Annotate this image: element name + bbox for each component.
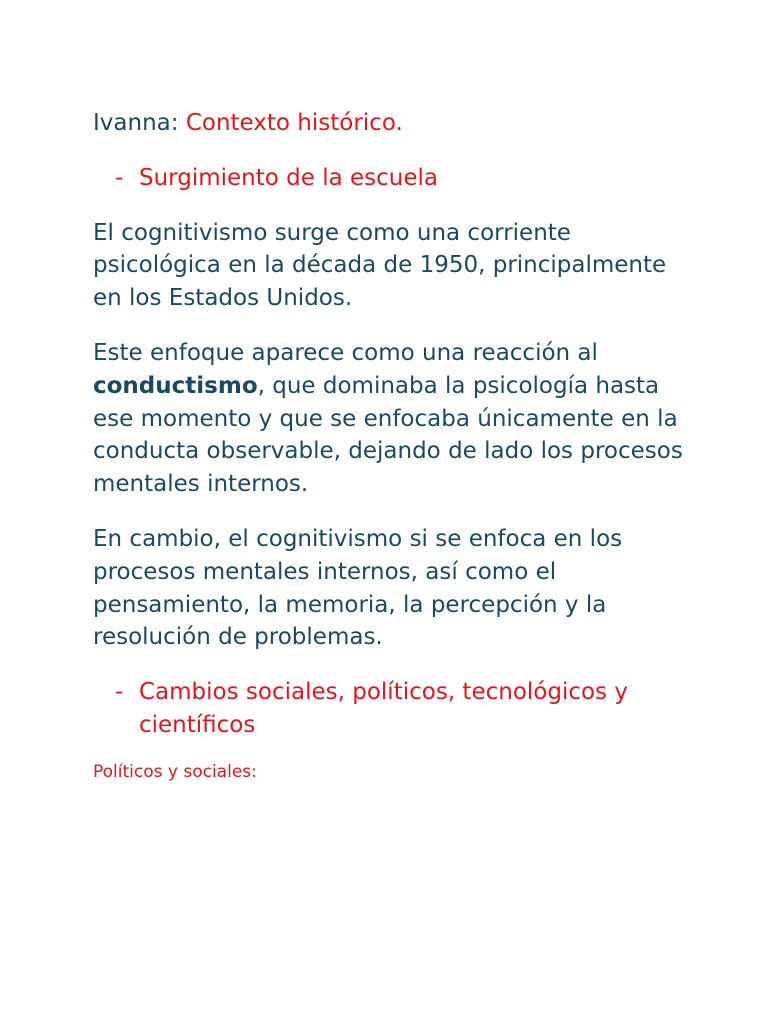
bold-term-conductismo: conductismo [93, 372, 258, 399]
paragraph-text-after: , que dominaba la psicología hasta ese momento y que se enfocaba únicamente en la conducta observable, dejando de lado los procesos mentales internos. [93, 372, 683, 498]
paragraph-contrast: En cambio, el cognitivismo si se enfoca en los procesos mentales internos, así como el pensamiento, la memoria, la percepción y la resolución de problemas. [93, 525, 623, 651]
author-name: Ivanna: [93, 110, 179, 136]
bullet-dash: - [115, 679, 124, 706]
bullet-text: Cambios sociales, políticos, tecnológicos y científicos [139, 679, 628, 738]
page-heading [93, 107, 693, 140]
bullet-item-cambios [93, 676, 693, 742]
paragraph-reaction [93, 337, 693, 501]
bullet-dash: - [115, 164, 124, 191]
paragraph-origin: El cognitivismo surge como una corriente psicológica en la década de 1950, principalmente en los Estados Unidos. [93, 219, 667, 312]
bullet-text: Surgimiento de la escuela [139, 164, 438, 191]
document-page [93, 107, 693, 784]
bullet-item-surgimiento [93, 162, 693, 195]
subheading-politicos: Políticos y sociales: [93, 761, 257, 782]
section-title: Contexto histórico. [185, 110, 403, 136]
paragraph-text-before: Este enfoque aparece como una reacción al [93, 339, 598, 366]
